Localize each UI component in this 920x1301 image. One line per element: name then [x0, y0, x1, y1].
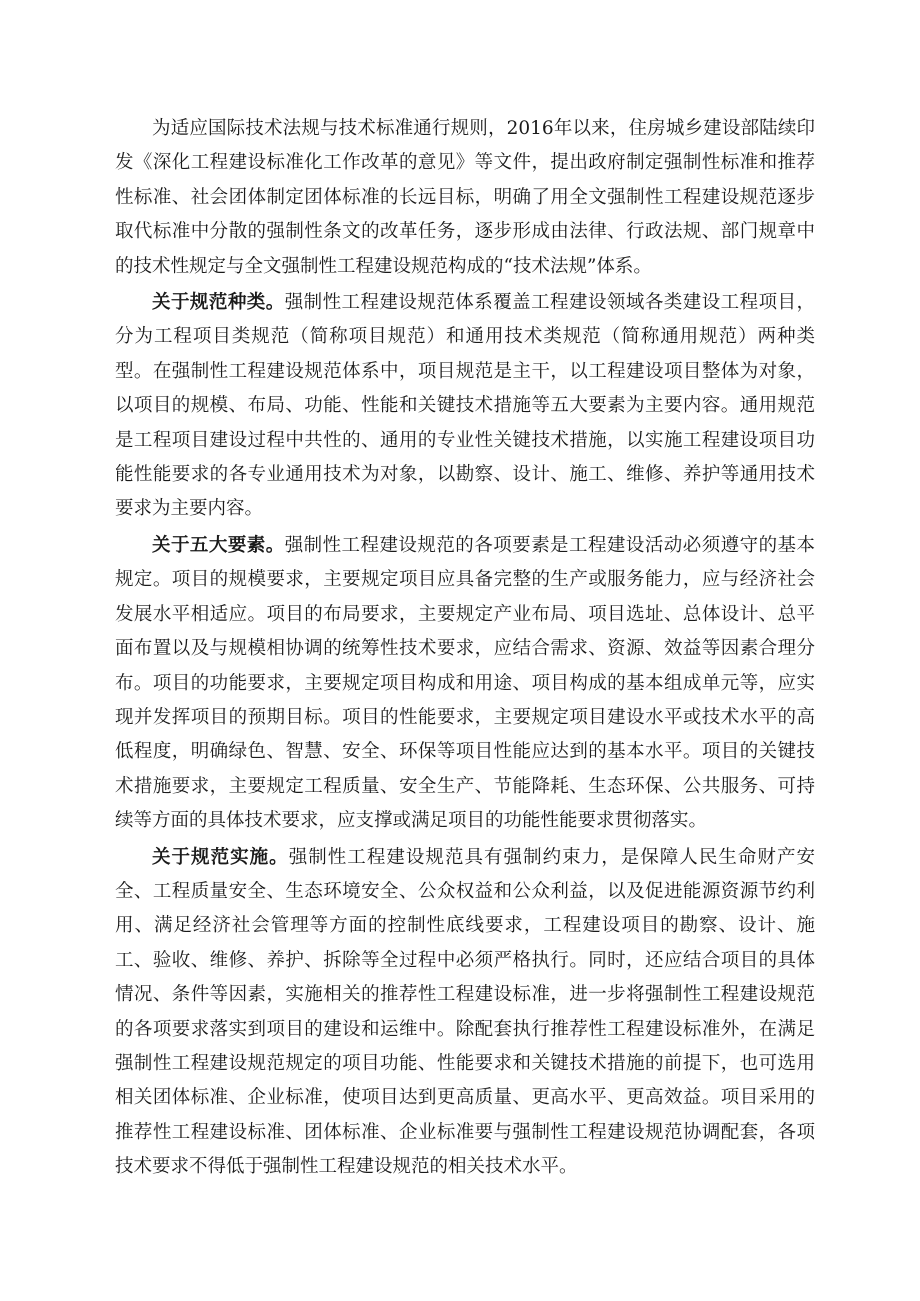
document-body [115, 112, 815, 1187]
paragraph-text: 为适应国际技术法规与技术标准通行规则，2016年以来，住房城乡建设部陆续印发《深化工程建设标准化工作改革的意见》等文件，提出政府制定强制性标准和推荐性标准、社会团体制定团体标准的长远目标，明确了用全文强制性工程建设规范逐步取代标准中分散的强制性条文的改革任务，逐步形成由法律、行政法规、部门规章中的技术性规定与全文强制性工程建设规范构成的“技术法规”体系。 [115, 118, 815, 277]
paragraph-lead: 关于规范实施。 [152, 846, 289, 868]
paragraph-implementation [115, 841, 815, 1185]
paragraph-five-elements [115, 529, 815, 839]
paragraph-text: 强制性工程建设规范体系覆盖工程建设领域各类建设工程项目，分为工程项目类规范（简称项目规范）和通用技术类规范（简称通用规范）两种类型。在强制性工程建设规范体系中，项目规范是主干，以工程建设项目整体为对象，以项目的规模、布局、功能、性能和关键技术措施等五大要素为主要内容。通用规范是工程项目建设过程中共性的、通用的专业性关键技术措施，以实施工程建设项目功能性能要求的各专业通用技术为对象，以勘察、设计、施工、维修、养护等通用技术要求为主要内容。 [115, 292, 815, 520]
paragraph-text: 强制性工程建设规范的各项要素是工程建设活动必须遵守的基本规定。项目的规模要求，主要规定项目应具备完整的生产或服务能力，应与经济社会发展水平相适应。项目的布局要求，主要规定产业布局、项目选址、总体设计、总平面布置以及与规模相协调的统筹性技术要求，应结合需求、资源、效益等因素合理分布。项目的功能要求，主要规定项目构成和用途、项目构成的基本组成单元等，应实现并发挥项目的预期目标。项目的性能要求，主要规定项目建设水平或技术水平的高低程度，明确绿色、智慧、安全、环保等项目性能应达到的基本水平。项目的关键技术措施要求，主要规定工程质量、安全生产、节能降耗、生态环保、公共服务、可持续等方面的具体技术要求，应支撑或满足项目的功能性能要求贯彻落实。 [115, 534, 815, 832]
paragraph-lead: 关于五大要素。 [152, 534, 285, 556]
paragraph-text: 强制性工程建设规范具有强制约束力，是保障人民生命财产安全、工程质量安全、生态环境安全、公众权益和公众利益，以及促进能源资源节约利用、满足经济社会管理等方面的控制性底线要求，工程建设项目的勘察、设计、施工、验收、维修、养护、拆除等全过程中必须严格执行。同时，还应结合项目的具体情况、条件等因素，实施相关的推荐性工程建设标准，进一步将强制性工程建设规范的各项要求落实到项目的建设和运维中。除配套执行推荐性工程建设标准外，在满足强制性工程建设规范规定的项目功能、性能要求和关键技术措施的前提下，也可选用相关团体标准、企业标准，使项目达到更高质量、更高水平、更高效益。项目采用的推荐性工程建设标准、团体标准、企业标准要与强制性工程建设规范协调配套，各项技术要求不得低于强制性工程建设规范的相关技术水平。 [115, 846, 815, 1178]
paragraph-lead: 关于规范种类。 [152, 292, 285, 314]
paragraph-norm-types [115, 286, 815, 527]
paragraph-intro [115, 112, 815, 284]
